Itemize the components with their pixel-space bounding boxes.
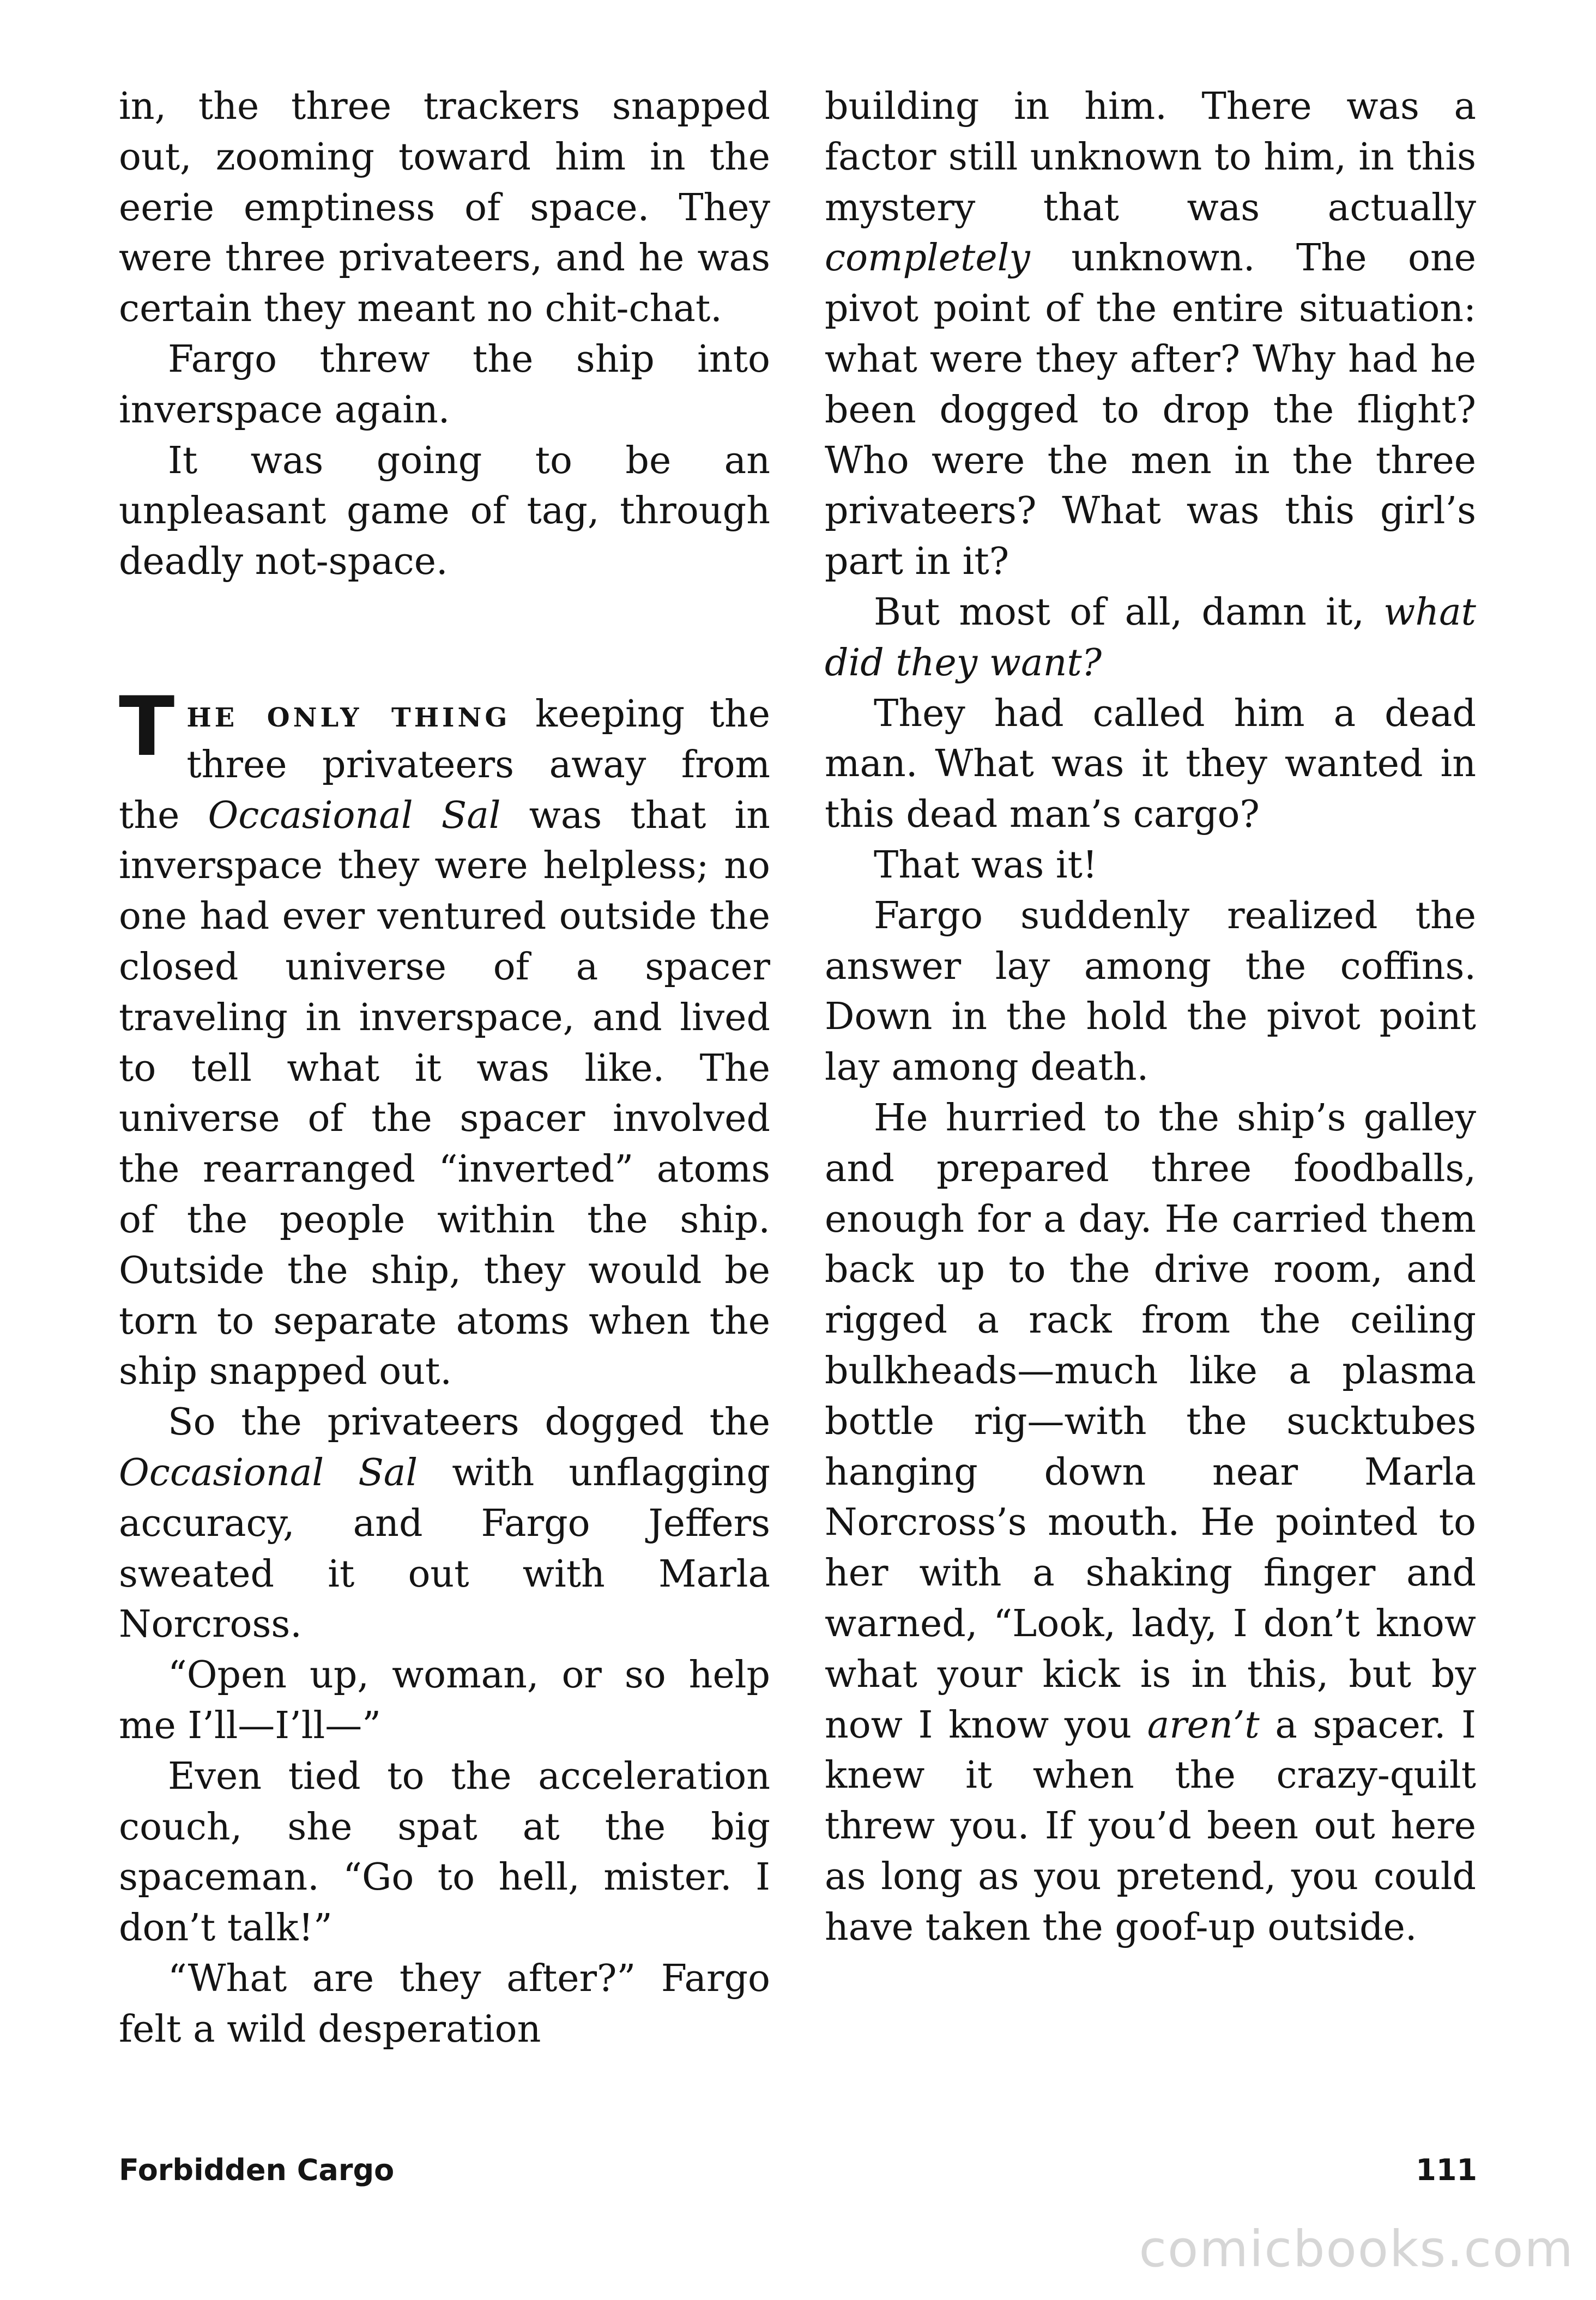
text-run: was that in inverspace they were helpless; no one had ever ventured outside the closed universe of a spacer traveling in inverspace, and lived to tell what it was like. The universe of the spacer involved the rearranged “inverted” atoms of the people within the ship. Outside the ship, they would be torn to separate atoms when the ship snapped out. bbox=[119, 794, 770, 1394]
paragraph: Even tied to the acceleration couch, she spat at the big spaceman. “Go to hell, mister. I don’t talk!” bbox=[119, 1754, 770, 1950]
watermark: comicbooks.com bbox=[1139, 2220, 1574, 2278]
left-column bbox=[119, 82, 770, 2055]
paragraph bbox=[825, 1093, 1476, 1953]
emphasis: aren’t bbox=[1147, 1703, 1260, 1747]
paragraph: Fargo suddenly realized the answer lay among the coffins. Down in the hold the pivot point lay among death. bbox=[825, 894, 1476, 1090]
page-number: 111 bbox=[1416, 2153, 1477, 2187]
right-column bbox=[825, 82, 1476, 1953]
running-title: Forbidden Cargo bbox=[119, 2153, 395, 2187]
drop-cap: T bbox=[119, 679, 175, 774]
paragraph: That was it! bbox=[874, 843, 1098, 887]
text-run: keeping the three privateers away from the bbox=[119, 692, 770, 837]
ship-name: Occasional Sal bbox=[119, 1451, 418, 1494]
text-run: with unflagging accuracy, and Fargo Jeffers sweated it out with Marla Norcross. bbox=[119, 1451, 770, 1647]
text-run: a spacer. I knew it when the crazy-quilt threw you. If you’d been out here as long as you pretend, you could have taken the goof-up outside. bbox=[825, 1703, 1476, 1949]
text-run: unknown. The one pivot point of the entire situation: what were they after? Why had he been dogged to drop the flight? Who were the men in the three privateers? What was this girl’s part in it? bbox=[825, 237, 1476, 584]
text-run: So the privateers dogged the bbox=[168, 1401, 770, 1444]
paragraph: It was going to be an unpleasant game of tag, through deadly not-space. bbox=[119, 439, 770, 584]
small-caps-lead: he only thing bbox=[186, 692, 511, 736]
text-run: But most of all, damn it, bbox=[874, 590, 1384, 634]
emphasis: what did they want? bbox=[825, 590, 1476, 685]
paragraph: in, the three trackers snapped out, zooming toward him in the eerie emptiness of space. They were three privateers, and he was certain they meant no chit-chat. bbox=[119, 85, 770, 331]
paragraph bbox=[825, 588, 1476, 689]
text-run: He hurried to the ship’s galley and prepared three foodballs, enough for a day. He carried them back up to the drive room, and rigged a rack from the ceiling bulkheads—much like a plasma bottle rig—with the sucktubes hanging down near Marla Norcross’s mouth. He pointed to her with a shaking finger and warned, “Look, lady, I don’t know what your kick is in this, but by now I know you bbox=[825, 1096, 1476, 1747]
ship-name: Occasional Sal bbox=[208, 794, 501, 837]
paragraph: They had called him a dead man. What was it they wanted in this dead man’s cargo? bbox=[825, 692, 1476, 837]
section-break bbox=[119, 588, 770, 689]
section-opening-paragraph bbox=[119, 679, 770, 1397]
paragraph: “What are they after?” Fargo felt a wild desperation bbox=[119, 1957, 770, 2051]
emphasis: completely bbox=[825, 237, 1030, 280]
text-run: building in him. There was a factor still unknown to him, in this mystery that was actually bbox=[825, 85, 1476, 229]
page-footer bbox=[119, 2153, 1477, 2196]
paragraph bbox=[825, 82, 1476, 588]
paragraph bbox=[119, 1397, 770, 1650]
paragraph: Fargo threw the ship into inverspace again. bbox=[119, 337, 770, 432]
paragraph: “Open up, woman, or so help me I’ll—I’ll—” bbox=[119, 1654, 770, 1747]
